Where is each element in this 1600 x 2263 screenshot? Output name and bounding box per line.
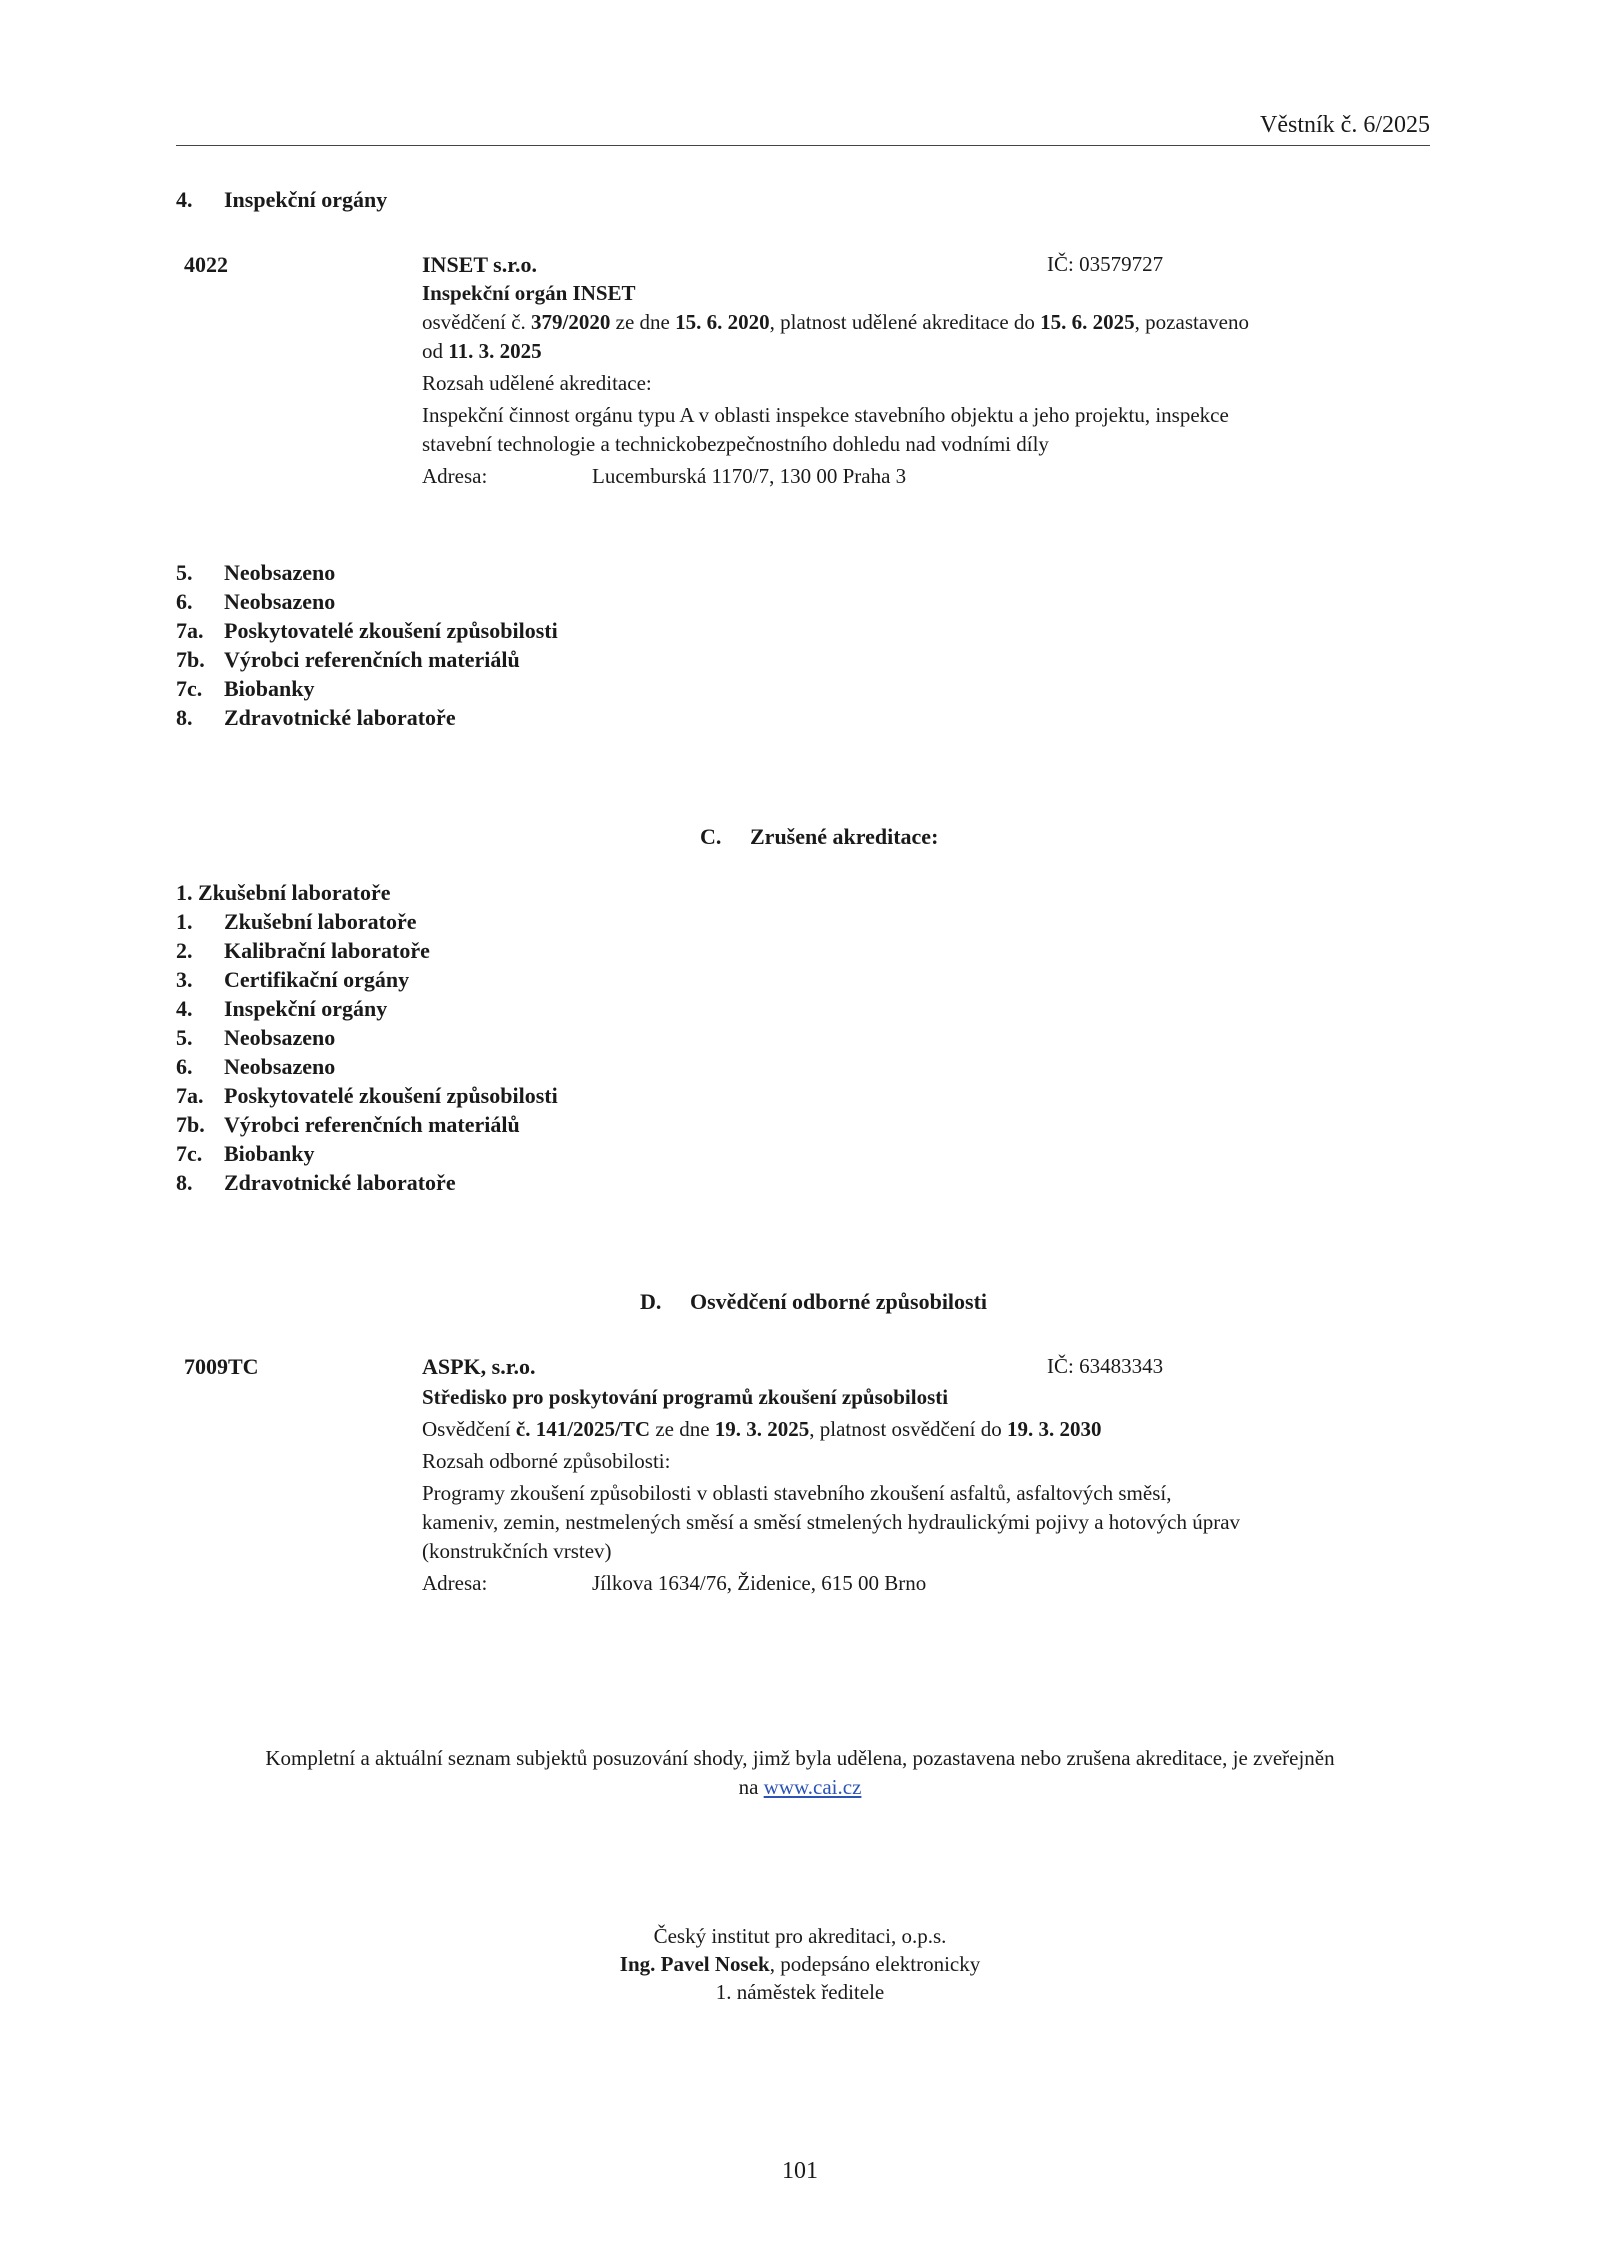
- entry-name: INSET s.r.o.: [422, 252, 537, 277]
- section-4-heading: [176, 185, 387, 214]
- scope-line-2: kameniv, zemin, nestmelených směsí a směsí stmelených hydraulickými pojivy a hotových úprav: [422, 1510, 1241, 1534]
- header-rule: [176, 145, 1430, 146]
- entry-details: [422, 279, 1382, 491]
- entry-address: Adresa: Jílkova 1634/76, Židenice, 615 00 Brno: [422, 1571, 927, 1595]
- entry-cert-line2: od 11. 3. 2025: [422, 339, 542, 363]
- entry-code: 4022: [184, 252, 228, 277]
- cert-valid: 19. 3. 2030: [1007, 1417, 1102, 1441]
- signature-block: [0, 1922, 1600, 2006]
- list-item: 6. Neobsazeno: [176, 589, 336, 614]
- scope-line-1: Programy zkoušení způsobilosti v oblasti stavebního zkoušení asfaltů, asfaltových směsí,: [422, 1481, 1172, 1505]
- scope-label: Rozsah odborné způsobilosti:: [422, 1449, 671, 1473]
- entry-cert-line: Osvědčení č. 141/2025/TC ze dne 19. 3. 2025, platnost osvědčení do 19. 3. 2030: [422, 1417, 1102, 1441]
- section-4-title: Inspekční orgány: [224, 187, 388, 212]
- list-item: 7c. Biobanky: [176, 676, 315, 701]
- signature-role: 1. náměstek ředitele: [715, 1980, 885, 2004]
- cert-date: 15. 6. 2020: [675, 310, 770, 334]
- list-item: 7a. Poskytovatelé zkoušení způsobilosti: [176, 618, 558, 643]
- list-item: 5. Neobsazeno: [176, 1025, 336, 1050]
- list-item: 8. Zdravotnické laboratoře: [176, 1170, 456, 1195]
- signature-org: Český institut pro akreditaci, o.p.s.: [653, 1924, 947, 1948]
- entry-ic: IČ: 03579727: [1047, 252, 1164, 276]
- list-item: 7b. Výrobci referenčních materiálů: [176, 647, 520, 672]
- cert-suspended-date: 11. 3. 2025: [448, 339, 542, 363]
- entry-name: ASPK, s.r.o.: [422, 1354, 536, 1379]
- section-c-heading: C. Zrušené akreditace:: [700, 824, 939, 849]
- cert-number: č. 141/2025/TC: [515, 1417, 651, 1441]
- scope-line-3: (konstrukčních vrstev): [422, 1539, 612, 1563]
- signature-name-line: Ing. Pavel Nosek, podepsáno elektronicky: [619, 1952, 981, 1976]
- entry-code: 7009TC: [184, 1354, 259, 1379]
- entry-unit: Středisko pro poskytování programů zkoušení způsobilosti: [422, 1385, 949, 1409]
- scope-line-1: Inspekční činnost orgánu typu A v oblasti inspekce stavebního objektu a jeho projektu, inspekce: [422, 403, 1229, 427]
- list-item: 8. Zdravotnické laboratoře: [176, 705, 456, 730]
- list-item: 4. Inspekční orgány: [176, 996, 388, 1021]
- bulletin-header: Věstník č. 6/2025: [1260, 112, 1430, 138]
- list-item: 1. Zkušební laboratoře: [176, 880, 391, 905]
- list-item: 3. Certifikační orgány: [176, 967, 410, 992]
- list-item: 5. Neobsazeno: [176, 560, 336, 585]
- cert-valid: 15. 6. 2025: [1040, 310, 1135, 334]
- list-item: 2. Kalibrační laboratoře: [176, 938, 430, 963]
- cai-website-link[interactable]: www.cai.cz: [763, 1775, 862, 1799]
- list-item: 7c. Biobanky: [176, 1141, 315, 1166]
- section-d-heading: D. Osvědčení odborné způsobilosti: [640, 1289, 988, 1314]
- footer-note: [170, 1744, 1430, 1802]
- list-item: 7b. Výrobci referenčních materiálů: [176, 1112, 520, 1137]
- entry-ic: IČ: 63483343: [1047, 1354, 1164, 1378]
- entry-details: [422, 1383, 1382, 1598]
- list-item: 6. Neobsazeno: [176, 1054, 336, 1079]
- entry-address: Adresa: Lucemburská 1170/7, 130 00 Praha 3: [422, 464, 907, 488]
- page-number: 101: [782, 2158, 818, 2184]
- list-item: 1. Zkušební laboratoře: [176, 909, 417, 934]
- footer-note-line1: Kompletní a aktuální seznam subjektů posuzování shody, jimž byla udělena, pozastavena nebo zrušena akreditace, je zveřejněn: [265, 1746, 1335, 1770]
- entry-cert-line1: osvědčení č. 379/2020 ze dne 15. 6. 2020, platnost udělené akreditace do 15. 6. 2025, pozastaveno: [422, 310, 1249, 334]
- list-item: 7a. Poskytovatelé zkoušení způsobilosti: [176, 1083, 558, 1108]
- scope-line-2: stavební technologie a technickobezpečnostního dohledu nad vodními díly: [422, 432, 1049, 456]
- cert-number: 379/2020: [531, 310, 611, 334]
- section-c-list: [176, 878, 558, 1197]
- signatory-name: Ing. Pavel Nosek: [619, 1952, 770, 1976]
- section-list-1: [176, 558, 558, 732]
- scope-label: Rozsah udělené akreditace:: [422, 371, 652, 395]
- footer-note-line2: na www.cai.cz: [738, 1775, 862, 1799]
- entry-unit: Inspekční orgán INSET: [422, 281, 636, 305]
- section-4-number: 4.: [176, 187, 193, 212]
- cert-date: 19. 3. 2025: [714, 1417, 810, 1441]
